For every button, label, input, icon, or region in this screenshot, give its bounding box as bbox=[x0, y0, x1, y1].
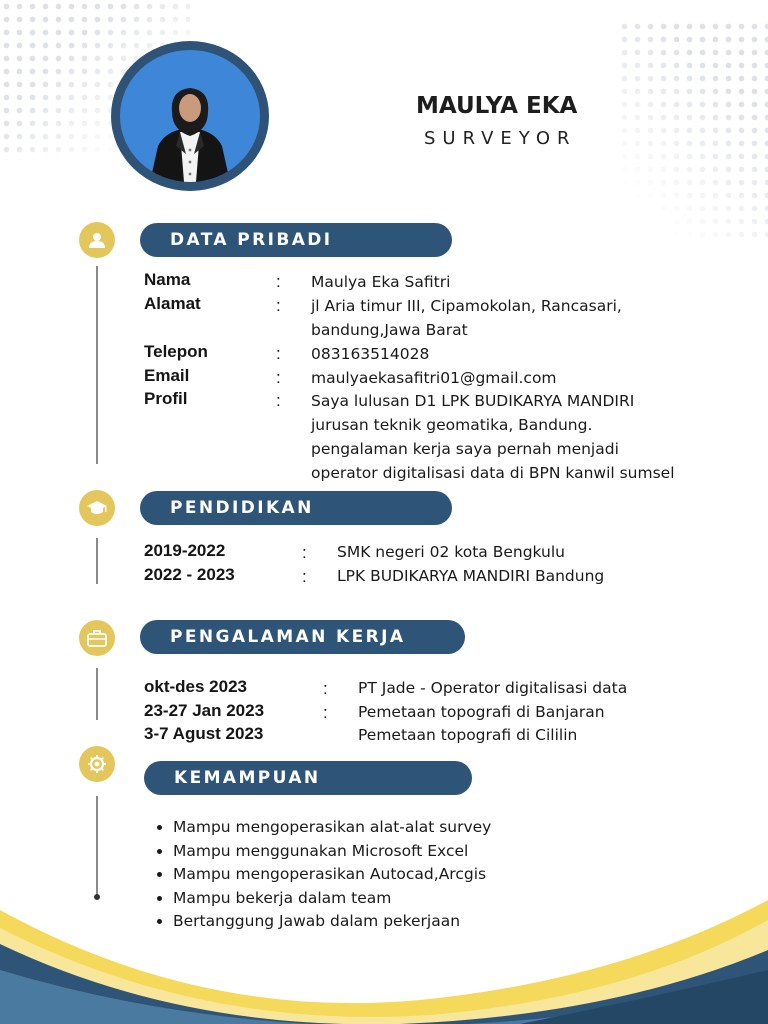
list-item: • Bertanggung Jawab dalam pekerjaan bbox=[173, 910, 491, 934]
alamat-label: Alamat bbox=[144, 294, 201, 313]
list-item: • Mampu bekerja dalam team bbox=[173, 887, 491, 911]
person-photo-illustration bbox=[120, 50, 260, 182]
colon: : bbox=[276, 344, 281, 363]
colon: : bbox=[323, 703, 328, 722]
profil-value-line4: operator digitalisasi data di BPN kanwil sumsel bbox=[311, 464, 675, 482]
alamat-value-line1: jl Aria timur III, Cipamokolan, Rancasari, bbox=[311, 297, 622, 315]
nama-value: Maulya Eka Safitri bbox=[311, 273, 451, 291]
section-title-data-pribadi: DATA PRIBADI bbox=[140, 223, 452, 257]
telepon-value: 083163514028 bbox=[311, 345, 430, 363]
colon: : bbox=[302, 567, 307, 586]
experience-desc: PT Jade - Operator digitalisasi data bbox=[358, 679, 628, 697]
nama-label: Nama bbox=[144, 270, 191, 289]
candidate-name: MAULYA EKA bbox=[416, 93, 578, 119]
email-value: maulyaekasafitri01@gmail.com bbox=[311, 369, 557, 387]
list-item: • Mampu menggunakan Microsoft Excel bbox=[173, 840, 491, 864]
profil-value-line3: pengalaman kerja saya pernah menjadi bbox=[311, 440, 619, 458]
user-icon bbox=[79, 222, 115, 258]
experience-period: 3-7 Agust 2023 bbox=[144, 724, 264, 743]
list-item: • Mampu mengoperasikan alat-alat survey bbox=[173, 816, 491, 840]
graduation-cap-icon bbox=[79, 490, 115, 526]
section-title-pendidikan: PENDIDIKAN bbox=[140, 491, 452, 525]
decorative-bottom-waves bbox=[0, 880, 768, 1024]
section-title-pengalaman-kerja: PENGALAMAN KERJA bbox=[140, 620, 465, 654]
education-period: 2019-2022 bbox=[144, 541, 226, 560]
timeline-line bbox=[96, 266, 98, 464]
lightbulb-icon bbox=[79, 746, 115, 782]
experience-period: okt-des 2023 bbox=[144, 677, 247, 696]
alamat-value-line2: bandung,Jawa Barat bbox=[311, 321, 468, 339]
timeline-line bbox=[96, 538, 98, 584]
email-label: Email bbox=[144, 366, 190, 385]
avatar bbox=[120, 50, 260, 182]
telepon-label: Telepon bbox=[144, 342, 208, 361]
colon: : bbox=[302, 543, 307, 562]
education-place: SMK negeri 02 kota Bengkulu bbox=[337, 543, 565, 561]
education-place: LPK BUDIKARYA MANDIRI Bandung bbox=[337, 567, 605, 585]
education-period: 2022 - 2023 bbox=[144, 565, 235, 584]
colon: : bbox=[276, 272, 281, 291]
decorative-dots-top-right bbox=[618, 20, 768, 240]
colon: : bbox=[276, 368, 281, 387]
section-title-kemampuan: KEMAMPUAN bbox=[144, 761, 472, 795]
timeline-line bbox=[96, 668, 98, 720]
colon: : bbox=[276, 296, 281, 315]
experience-period: 23-27 Jan 2023 bbox=[144, 701, 265, 720]
colon: : bbox=[276, 391, 281, 410]
colon: : bbox=[323, 679, 328, 698]
list-item: • Mampu mengoperasikan Autocad,Arcgis bbox=[173, 863, 491, 887]
profil-value-line2: jurusan teknik geomatika, Bandung. bbox=[311, 416, 593, 434]
candidate-role: SURVEYOR bbox=[424, 128, 577, 149]
experience-desc: Pemetaan topografi di Banjaran bbox=[358, 703, 605, 721]
briefcase-icon bbox=[79, 620, 115, 656]
profil-label: Profil bbox=[144, 389, 188, 408]
profil-value-line1: Saya lulusan D1 LPK BUDIKARYA MANDIRI bbox=[311, 392, 635, 410]
experience-desc: Pemetaan topografi di Cililin bbox=[358, 726, 578, 744]
